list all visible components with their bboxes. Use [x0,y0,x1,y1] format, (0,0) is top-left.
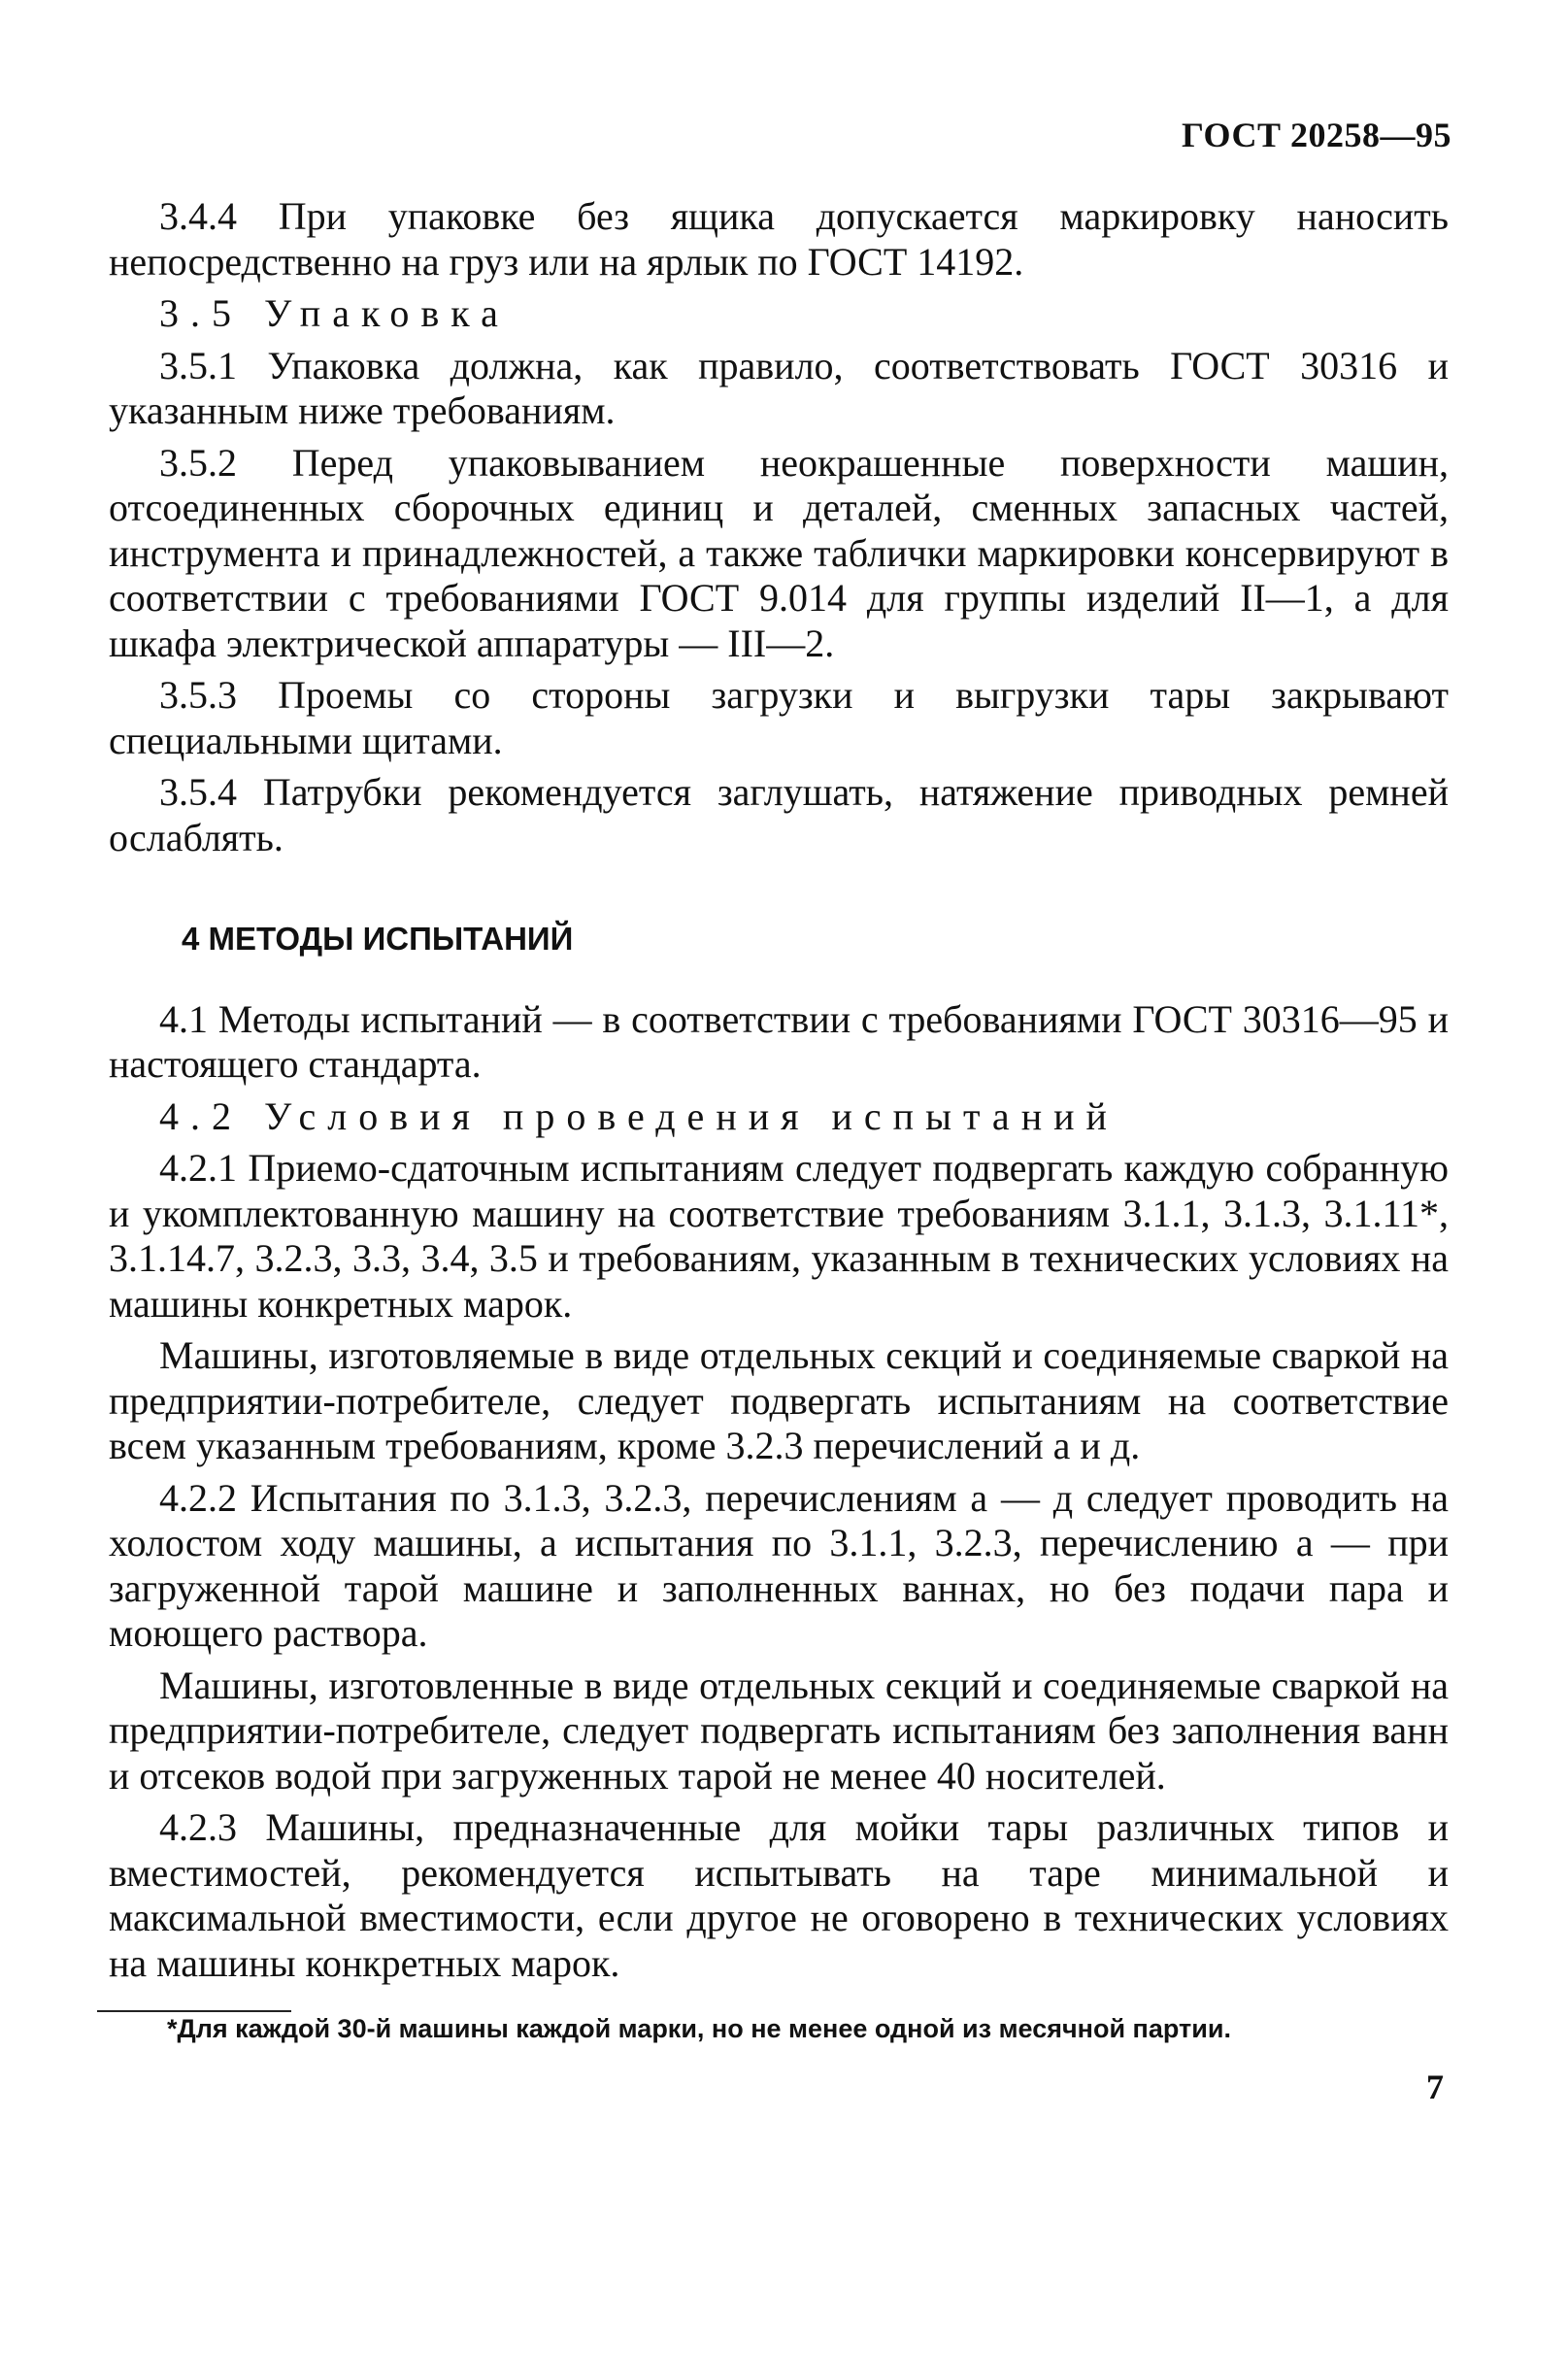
footnote-divider [97,2010,291,2012]
paragraph-3-4-4: 3.4.4 При упаковке без ящика допускается маркировку наносить непосредственно на груз или на ярлык по ГОСТ 14192. [109,194,1449,284]
paragraph-4-2-1: 4.2.1 Приемо-сдаточным испытаниям следует подвергать каждую собранную и укомплектованную машину на соответствие требованиям 3.1.1, 3.1.3, 3.1.11*, 3.1.14.7, 3.2.3, 3.3, 3.4, 3.5 и требованиям, указанным в технических условиях на машины конкретных марок. [109,1146,1449,1326]
paragraph-3-5-2: 3.5.2 Перед упаковыванием неокрашенные поверхности машин, отсоединенных сборочных единиц и деталей, сменных запасных частей, инструмента и принадлежностей, а также таблички маркировки консервируют в соответствии с требованиями ГОСТ 9.014 для группы изделий II—1, а для шкафа электрической аппаратуры — III—2. [109,440,1449,665]
document-header: ГОСТ 20258—95 [1182,116,1451,154]
footnote: *Для каждой 30-й машины каждой марки, но не менее одной из месячной партии. [167,2014,1231,2043]
subsection-title-4-2: 4.2 Условия проведения испытаний [159,1093,1118,1138]
document-body [109,194,1449,1993]
paragraph-4-2-2-continued: Машины, изготовленные в виде отдельных секций и соединяемые сваркой на предприятии-потребителе, следует подвергать испытаниям без заполнения ванн и отсеков водой при загруженных тарой не менее 40 носителей. [109,1663,1449,1798]
paragraph-3-5-4: 3.5.4 Патрубки рекомендуется заглушать, натяжение приводных ремней ослаблять. [109,770,1449,859]
paragraph-3-5-1: 3.5.1 Упаковка должна, как правило, соответствовать ГОСТ 30316 и указанным ниже требованиям. [109,343,1449,432]
subsection-title-3-5: 3.5 Упаковка [159,291,510,335]
section-title-4: 4 МЕТОДЫ ИСПЫТАНИЙ [182,921,574,957]
paragraph-3-5-3: 3.5.3 Проемы со стороны загрузки и выгрузки тары закрывают специальными щитами. [109,673,1449,762]
paragraph-4-2-2: 4.2.2 Испытания по 3.1.3, 3.2.3, перечислениям а — д следует проводить на холостом ходу машины, а испытания по 3.1.1, 3.2.3, перечислению а — при загруженной тарой машине и заполненных ваннах, но без подачи пара и моющего раствора. [109,1475,1449,1655]
paragraph-4-1: 4.1 Методы испытаний — в соответствии с требованиями ГОСТ 30316—95 и настоящего стандарта. [109,996,1449,1086]
page-number: 7 [1426,2067,1444,2106]
paragraph-4-2-1-continued: Машины, изготовляемые в виде отдельных секций и соединяемые сваркой на предприятии-потребителе, следует подвергать испытаниям на соответствие всем указанным требованиям, кроме 3.2.3 перечислений а и д. [109,1333,1449,1467]
paragraph-4-2-3: 4.2.3 Машины, предназначенные для мойки тары различных типов и вместимостей, рекомендуется испытывать на таре минимальной и максимальной вместимости, если другое не оговорено в технических условиях на машины конкретных марок. [109,1805,1449,1985]
